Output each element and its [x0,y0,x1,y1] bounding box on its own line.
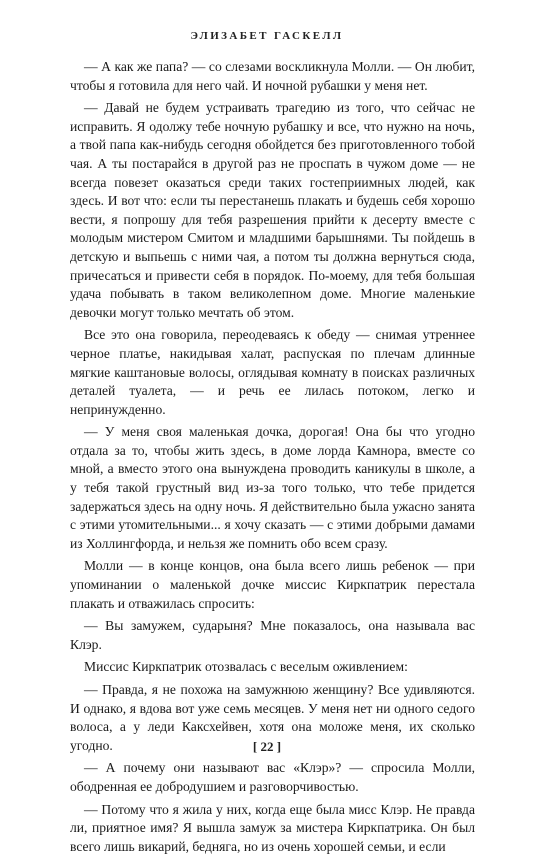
paragraph: — А почему они называют вас «Клэр»? — спросила Молли, ободренная ее добродушием и разговорчивостью. [70,760,475,794]
paragraph: Все это она говорила, переодеваясь к обеду — снимая утреннее черное платье, накидывая халат, распуская по плечам длинные мягкие каштановые волосы, оглядывая комнату в поисках различных деталей туалета, — и речь ее лилась потоком, легко и непринужденно. [70,327,475,417]
paragraph: — Вы замужем, сударыня? Мне показалось, она называла вас Клэр. [70,618,475,652]
page-number: [ 22 ] [252,739,282,754]
paragraph: — Давай не будем устраивать трагедию из того, что сейчас не исправить. Я одолжу тебе ночную рубашку и все, что нужно на ночь, а твой папа как-нибудь сегодня обойдется без приготовленного тобой чая. А ты постарайся в другой раз не проспать в чужом доме — не всегда повезет оказаться среди таких гостеприимных людей, как здесь. И вот что: если ты перестанешь плакать и будешь себя хорошо вести, я попрошу для тебя разрешения прийти к десерту вместе с молодым мистером Смитом и младшими барышнями. Ты пойдешь в детскую и выпьешь с ними чая, а потом ты должна вернуться сюда, причесаться и привести себя в порядок. По-моему, для тебя большая удача побывать в таком великолепном доме. Многие маленькие девочки могут только мечтать об этом. [70,100,475,320]
paragraph: Молли — в конце концов, она была всего лишь ребенок — при упоминании о маленькой дочке миссис Киркпатрик перестала плакать и отважилась спросить: [70,558,475,611]
paragraph: — Потому что я жила у них, когда еще была мисс Клэр. Не правда ли, приятное имя? Я вышла замуж за мистера Киркпатрика. Он был всего лишь викарий, бедняга, но из очень хорошей семьи, и если [70,801,475,854]
paragraph: — Правда, я не похожа на замужнюю женщину? Все удивляются. И однако, я вдова вот уже семь месяцев. У меня нет ни одного седого волоса, а у леди Каксхейвен, хотя она моложе меня, их сколько угодно. [70,682,475,753]
paragraph: — У меня своя маленькая дочка, дорогая! Она бы что угодно отдала за то, чтобы жить здесь, в доме лорда Камнора, вместе со мной, а вместо этого она вынуждена проводить каникулы в школе, а у тебя такой грустный вид из-за того только, что тебе придется задержаться здесь на одну ночь. Я действительно была ужасно занята с этими утомительными... я хочу сказать — с этими добрыми дамами из Холлингфорда, и нельзя же помнить обо всем сразу. [70,424,475,551]
running-head: ЭЛИЗАБЕТ ГАСКЕЛЛ [190,30,344,42]
paragraph: — А как же папа? — со слезами воскликнула Молли. — Он любит, чтобы я готовила для него чай. И ночной рубашки у меня нет. [70,59,475,93]
body-text [70,58,475,856]
paragraph: Миссис Киркпатрик отозвалась с веселым оживлением: [84,659,408,675]
